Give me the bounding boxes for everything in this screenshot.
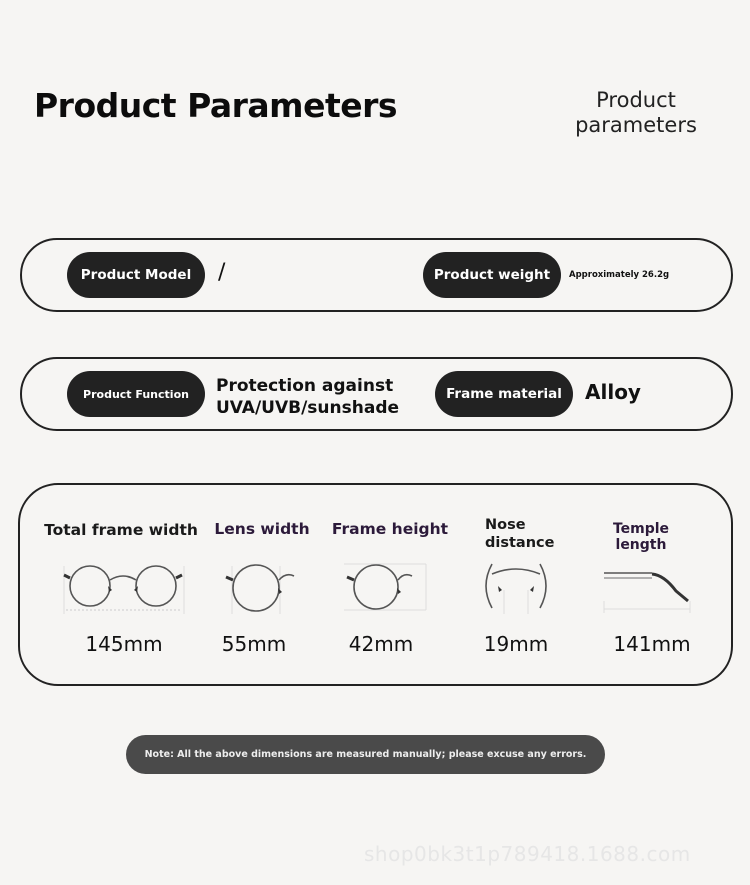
temple-length-value: 141mm — [613, 632, 691, 656]
total-frame-width-value: 145mm — [85, 632, 163, 656]
product-weight-value: Approximately 26.2g — [569, 270, 670, 280]
watermark: shop0bk3t1p789418.1688.com — [364, 842, 691, 866]
nose-distance-label: Nose distance — [485, 517, 555, 551]
product-model-label: Product Model — [67, 252, 205, 298]
product-function-value-line1: Protection against — [216, 376, 394, 396]
temple-icon — [598, 565, 694, 615]
temple-length-label: Temple length — [612, 521, 670, 553]
frame-height-icon — [340, 560, 430, 620]
function-material-box — [20, 357, 733, 431]
full-frame-icon — [60, 560, 188, 620]
frame-height-value: 42mm — [348, 632, 414, 656]
lens-width-icon — [222, 560, 302, 620]
product-function-label: Product Function — [67, 371, 205, 417]
nose-distance-value: 19mm — [483, 632, 549, 656]
frame-material-value: Alloy — [585, 380, 641, 404]
product-weight-label: Product weight — [423, 252, 561, 298]
page-subtitle: Product parameters — [575, 88, 697, 137]
page-title: Product Parameters — [34, 86, 398, 125]
disclaimer-note: Note: All the above dimensions are measured manually; please excuse any errors. — [126, 735, 605, 774]
product-function-value-line2: UVA/UVB/sunshade — [216, 398, 400, 418]
nose-bridge-icon — [484, 560, 548, 620]
product-model-value: / — [218, 260, 226, 285]
lens-width-label: Lens width — [214, 520, 310, 538]
model-weight-box — [20, 238, 733, 312]
lens-width-value: 55mm — [221, 632, 287, 656]
frame-height-label: Frame height — [331, 520, 449, 538]
total-frame-width-label: Total frame width — [44, 521, 198, 539]
frame-material-label: Frame material — [435, 371, 573, 417]
